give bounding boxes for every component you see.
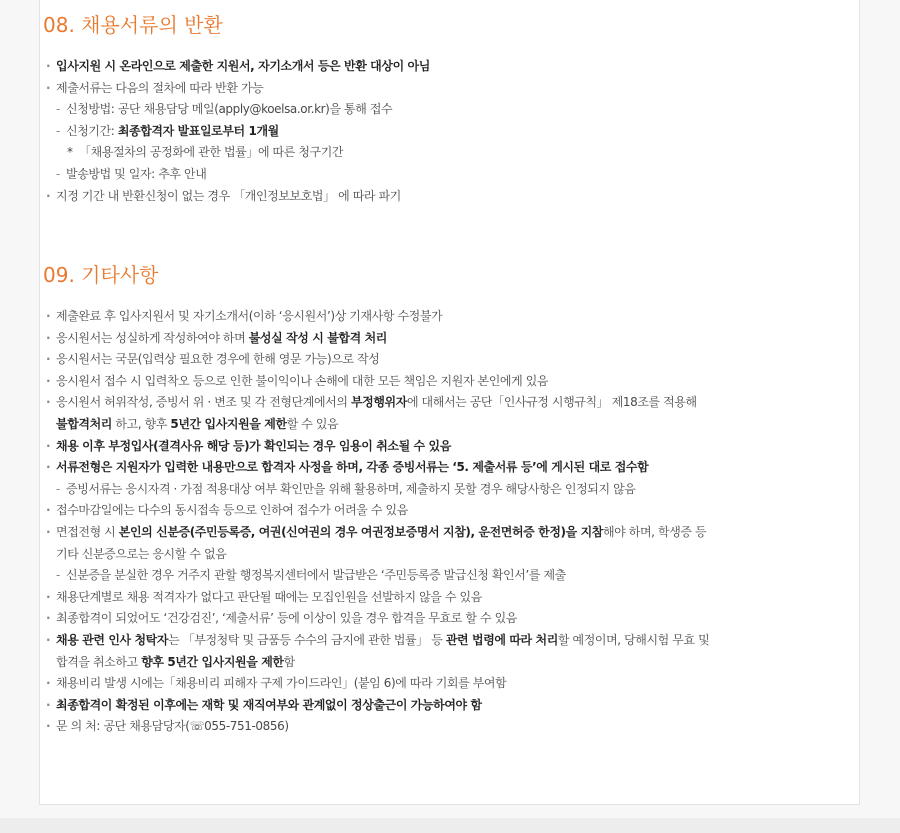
section-document-return	[43, 12, 783, 207]
list-item: - 신청기간: 최종합격자 발표일로부터 1개월	[43, 121, 783, 143]
list-item: · 면접전형 시 본인의 신분증(주민등록증, 여권(신여권의 경우 여권정보증명서 지참), 운전면허증 한정)을 지참해야 하며, 학생증 등 기타 신분증으로는 응시할 수 없음	[43, 522, 783, 565]
list-item: · 채용비리 발생 시에는「채용비리 피해자 구제 가이드라인」(붙임 6)에 따라 기회를 부여함	[43, 673, 783, 695]
list-item: · 입사지원 시 온라인으로 제출한 지원서, 자기소개서 등은 반환 대상이 아님	[43, 56, 783, 78]
list-item: · 문 의 처: 공단 채용담당자(☏055-751-0856)	[43, 716, 783, 738]
list-item: · 응시원서는 국문(입력상 필요한 경우에 한해 영문 가능)으로 작성	[43, 349, 783, 371]
list-document-return	[43, 56, 783, 207]
list-item: · 응시원서는 성실하게 작성하여야 하며 불성실 작성 시 불합격 처리	[43, 328, 783, 350]
list-item: · 채용단계별로 채용 적격자가 없다고 판단될 때에는 모집인원을 선발하지 않을 수 있음	[43, 587, 783, 609]
list-item: * 「채용절차의 공정화에 관한 법률」에 따른 청구기간	[43, 142, 783, 164]
list-item: - 신분증을 분실한 경우 거주지 관할 행정복지센터에서 발급받은 ‘주민등록증 발급신청 확인서’를 제출	[43, 565, 783, 587]
list-item: - 증빙서류는 응시자격 · 가점 적용대상 여부 확인만을 위해 활용하며, 제출하지 못할 경우 해당사항은 인정되지 않음	[43, 479, 783, 501]
page-footer-bar	[0, 818, 900, 833]
list-item: · 채용 이후 부정입사(결격사유 해당 등)가 확인되는 경우 임용이 취소될 수 있음	[43, 436, 783, 458]
list-item: - 발송방법 및 일자: 추후 안내	[43, 164, 783, 186]
section-title: 09. 기타사항	[43, 263, 159, 287]
section-other-notes	[43, 262, 783, 738]
list-item: · 채용 관련 인사 청탁자는 「부정청탁 및 금품등 수수의 금지에 관한 법률」 등 관련 법령에 따라 처리할 예정이며, 당해시험 무효 및 합격을 취소하고 향후 5년간 입사지원을 제한함	[43, 630, 783, 673]
list-item: · 최종합격이 되었어도 ‘건강검진’, ‘제출서류’ 등에 이상이 있을 경우 합격을 무효로 할 수 있음	[43, 608, 783, 630]
list-item: · 제출서류는 다음의 절차에 따라 반환 가능	[43, 78, 783, 100]
list-other-notes	[43, 306, 783, 738]
list-item: · 응시원서 허위작성, 증빙서 위 · 변조 및 각 전형단계에서의 부정행위자에 대해서는 공단「인사규정 시행규칙」 제18조를 적용해 불합격처리 하고, 향후 5년간 입사지원을 제한할 수 있음	[43, 392, 783, 435]
list-item: · 응시원서 접수 시 입력착오 등으로 인한 불이익이나 손해에 대한 모든 책임은 지원자 본인에게 있음	[43, 371, 783, 393]
list-item: · 서류전형은 지원자가 입력한 내용만으로 합격자 사정을 하며, 각종 증빙서류는 ‘5. 제출서류 등’에 게시된 대로 접수함	[43, 457, 783, 479]
list-item: · 접수마감일에는 다수의 동시접속 등으로 인하여 접수가 어려울 수 있음	[43, 500, 783, 522]
list-item: · 지정 기간 내 반환신청이 없는 경우 「개인정보보호법」 에 따라 파기	[43, 186, 783, 208]
list-item: - 신청방법: 공단 채용담당 메일(apply@koelsa.or.kr)을 통해 접수	[43, 99, 783, 121]
section-title: 08. 채용서류의 반환	[43, 13, 223, 37]
list-item: · 최종합격이 확정된 이후에는 재학 및 재직여부와 관계없이 정상출근이 가능하여야 함	[43, 695, 783, 717]
list-item: · 제출완료 후 입사지원서 및 자기소개서(이하 ‘응시원서’)상 기재사항 수정불가	[43, 306, 783, 328]
